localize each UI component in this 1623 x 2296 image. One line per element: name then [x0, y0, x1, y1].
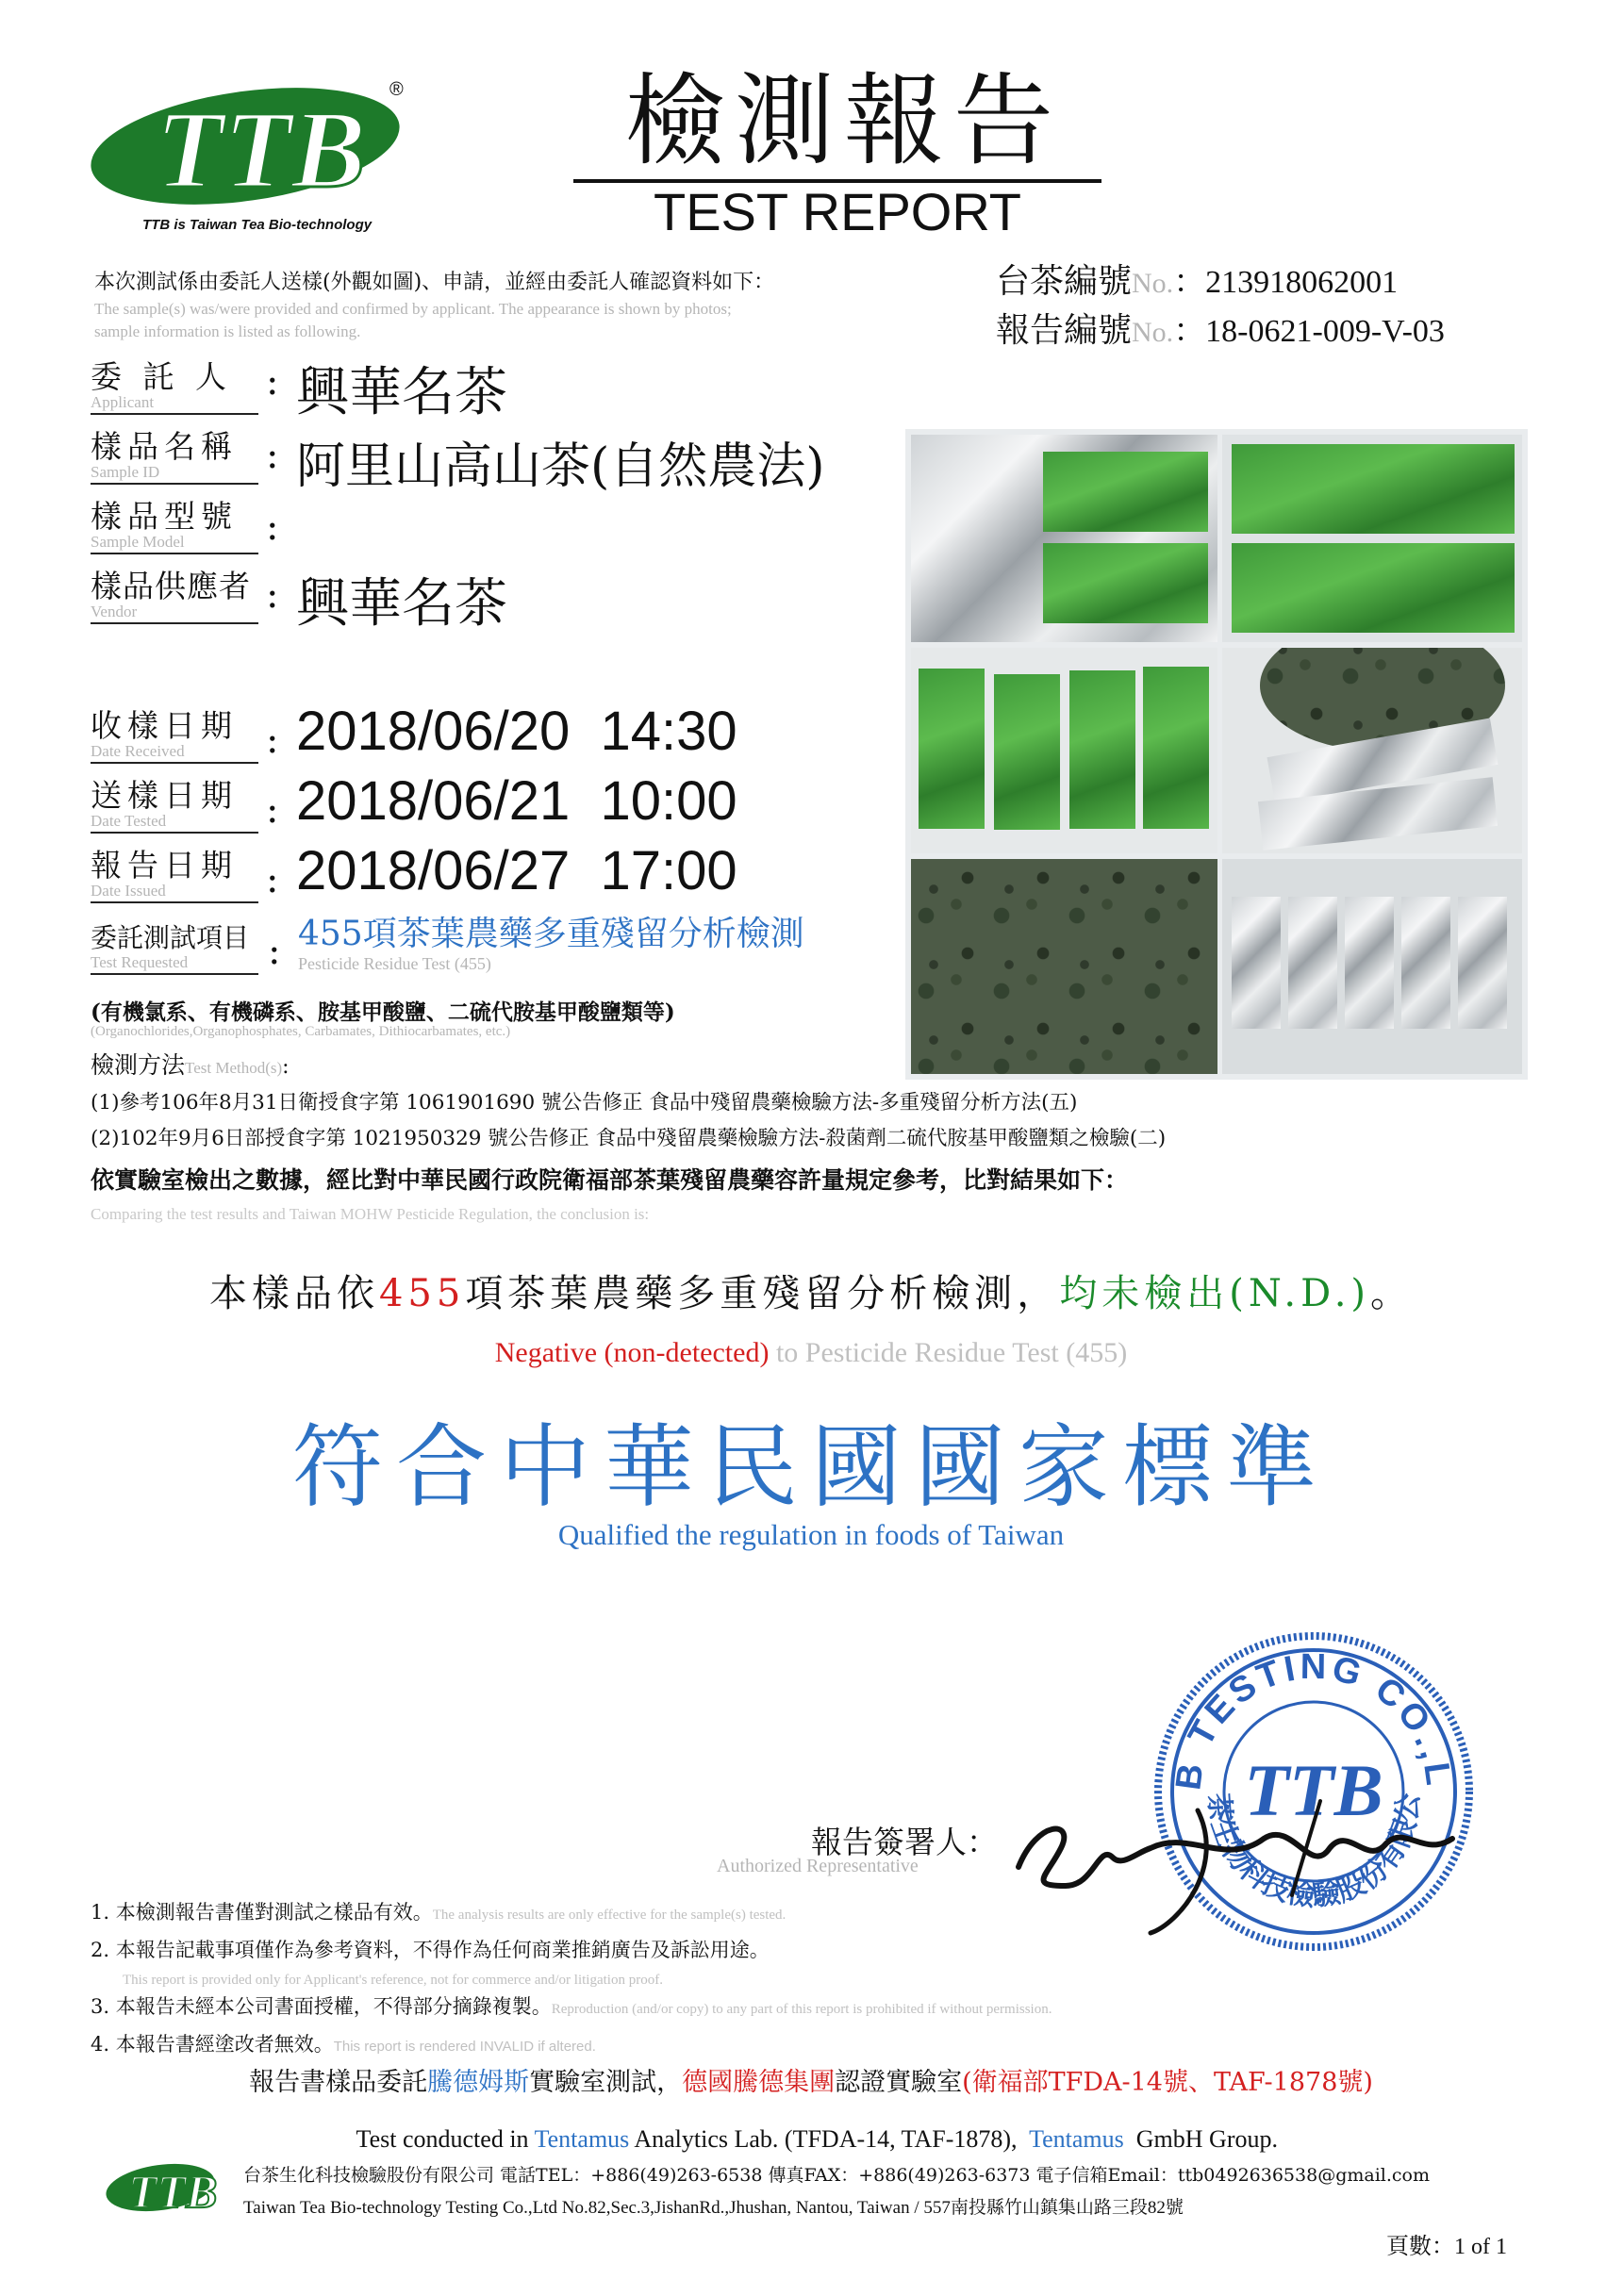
page-number: 頁數：1 of 1: [1386, 2233, 1507, 2259]
pesticide-categories-en: (Organochlorides,Organophosphates, Carbamates, Dithiocarbamates, etc.): [91, 1024, 511, 1039]
date-issued-colon: :: [266, 858, 279, 901]
conclusion-result: 均未檢出(N.D.): [1059, 1272, 1371, 1315]
date-issued-value: 2018/06/27 17:00: [296, 840, 737, 901]
date-tested-colon: :: [266, 788, 279, 832]
report-number-suffix: No.: [1132, 317, 1174, 348]
test-method-2: (2)102年9月6日部授食字第 1021950329 號公告修正 食品中殘留農藥檢驗方法-殺菌劑二硫代胺基甲酸鹽類之檢驗(二): [91, 1127, 1167, 1150]
sample-photo-packs-standing: [911, 648, 1217, 853]
pesticide-categories-cn: (有機氯系、有機磷系、胺基甲酸鹽、二硫代胺基甲酸鹽類等): [91, 999, 675, 1025]
conclusion-middle: 項茶葉農藥多重殘留分析檢測，: [465, 1272, 1060, 1315]
conclusion-end: 。: [1370, 1272, 1414, 1315]
ttb-logo-mark: [90, 75, 415, 217]
lab-statement-en: Test conducted in Tentamus Analytics Lab. (TFDA-14, TAF-1878), Tentamus GmbH Group.: [356, 2125, 1278, 2153]
signature-label-en: Authorized Representative: [717, 1856, 919, 1876]
sample-model-colon: :: [266, 505, 279, 549]
qualified-standard-cn: 符合中華民國國家標準: [292, 1414, 1330, 1520]
report-title-en: TEST REPORT: [653, 182, 1021, 241]
logo-tagline: TTB is Taiwan Tea Bio-technology: [142, 217, 373, 233]
lab-statement-cn: 報告書樣品委託騰德姆斯實驗室測試，德國騰德集團認證實驗室(衛福部TFDA-14號、TAF-1878號): [249, 2068, 1373, 2097]
sample-name-value: 阿里山高山茶(自然農法): [296, 438, 825, 495]
qualified-standard-en: Qualified the regulation in foods of Taiwan: [557, 1518, 1065, 1551]
tea-number-suffix: No.: [1132, 268, 1174, 299]
note-4: 4. 本報告書經塗改者無效。This report is rendered INVALID if altered.: [91, 2033, 596, 2056]
note-1: 1. 本檢測報告書僅對測試之樣品有效。The analysis results are only effective for the sample(s) tested.: [91, 1901, 787, 1924]
svg-text:TTB: TTB: [128, 2165, 218, 2218]
sample-model-label: 樣品型號 Sample Model: [91, 500, 258, 554]
svg-text:TTB TESTING CO.,LTD: B TESTING CO.,L: [1168, 1646, 1459, 1792]
conclusion-prefix: 本樣品依: [208, 1272, 379, 1315]
sample-name-colon: :: [266, 434, 279, 477]
report-number-row: [996, 304, 1445, 352]
date-received-value: 2018/06/20 14:30: [296, 701, 737, 762]
conclusion-number: 455: [378, 1272, 466, 1315]
tea-number-value: ：213918062001: [1173, 265, 1399, 300]
note-2-en: This report is provided only for Applicant's reference, not for commerce and/or litigation proof.: [123, 1973, 663, 1988]
applicant-value: 興華名茶: [296, 362, 507, 423]
test-requested-value-en: Pesticide Residue Test (455): [298, 954, 491, 973]
comparison-text-en: Comparing the test results and Taiwan MOHW Pesticide Regulation, the conclusion is:: [91, 1205, 650, 1223]
vendor-label: 樣品供應者 Vendor: [91, 570, 258, 624]
intro-text-en-1: The sample(s) was/were provided and confirmed by applicant. The appearance is shown by photos;: [94, 300, 732, 318]
sample-photo-leaves-bowl: [1222, 648, 1522, 853]
note-3: 3. 本報告未經本公司書面授權，不得部分摘錄複製。Reproduction (and/or copy) to any part of this report is prohibited if without permission.: [91, 1995, 1052, 2018]
sample-photo-vacuum-packs: [1222, 859, 1522, 1074]
test-requested-label: 委託測試項目 Test Requested: [91, 922, 258, 975]
sample-photo-dry-leaves: [911, 859, 1217, 1074]
footer-logo: [102, 2155, 234, 2221]
test-method-heading: 檢測方法Test Method(s):: [91, 1051, 290, 1079]
date-tested-label: 送樣日期 Date Tested: [91, 779, 258, 834]
test-requested-colon: :: [268, 930, 281, 973]
report-number-value: ：18-0621-009-V-03: [1173, 314, 1445, 349]
tea-number-row: [996, 255, 1398, 303]
svg-text:TTB: TTB: [156, 88, 366, 211]
vendor-value: 興華名茶: [296, 573, 507, 635]
svg-text:台茶生物科技檢驗股份有限公司: 茶生物科技檢驗股份有限公: [1201, 1792, 1426, 1913]
footer-company-cn: 台茶生化科技檢驗股份有限公司 電話TEL：+886(49)263-6538 傳真FAX：+886(49)263-6373 電子信箱Email：ttb0492636538@gmail.com: [243, 2165, 1430, 2186]
sample-name-label: 樣品名稱 Sample ID: [91, 430, 258, 485]
handwritten-signature: [1009, 1754, 1481, 1942]
note-2: 2. 本報告記載事項僅作為參考資料，不得作為任何商業推銷廣告及訴訟用途。: [91, 1939, 770, 1961]
date-received-label: 收樣日期 Date Received: [91, 709, 258, 764]
footer-company-en: Taiwan Tea Bio-technology Testing Co.,Ltd No.82,Sec.3,JishanRd.,Jhushan, Nantou, Taiwan / 557南投縣竹山鎮集山路三段82號: [243, 2198, 1184, 2218]
date-received-colon: :: [266, 719, 279, 762]
intro-text-cn: 本次測試係由委託人送樣(外觀如圖)、申請，並經由委託人確認資料如下：: [94, 271, 775, 294]
sample-photo-collage: [905, 429, 1528, 1080]
date-tested-value: 2018/06/21 10:00: [296, 770, 737, 832]
intro-text-en-2: sample information is listed as following.: [94, 322, 361, 340]
vendor-colon: :: [266, 573, 279, 617]
sample-photo-packs-foil: [911, 435, 1217, 642]
ttb-logo: [90, 75, 415, 245]
signature-label-cn: 報告簽署人：: [811, 1824, 998, 1860]
sample-photo-packs-green: [1222, 435, 1522, 642]
conclusion-line: [141, 1264, 1481, 1317]
report-title-cn: 檢測報告: [625, 67, 1063, 177]
negative-result-en: Negative (non-detected) to Pesticide Residue Test (455): [494, 1337, 1128, 1368]
report-number-label: 報告編號: [996, 311, 1133, 350]
applicant-colon: :: [266, 360, 279, 404]
registered-mark: ®: [389, 79, 404, 100]
test-method-1: (1)參考106年8月31日衛授食字第 1061901690 號公告修正 食品中殘留農藥檢驗方法-多重殘留分析方法(五): [91, 1091, 1078, 1115]
svg-text:TTB: TTB: [1244, 1749, 1383, 1831]
applicant-label: 委 託 人 Applicant: [91, 360, 258, 415]
date-issued-label: 報告日期 Date Issued: [91, 849, 258, 903]
test-requested-value: 455項茶葉農藥多重殘留分析檢測: [298, 915, 804, 953]
tea-number-label: 台茶編號: [996, 262, 1133, 301]
comparison-text-cn: 依實驗室檢出之數據，經比對中華民國行政院衛福部茶葉殘留農藥容許量規定參考，比對結果如下：: [91, 1166, 1129, 1194]
